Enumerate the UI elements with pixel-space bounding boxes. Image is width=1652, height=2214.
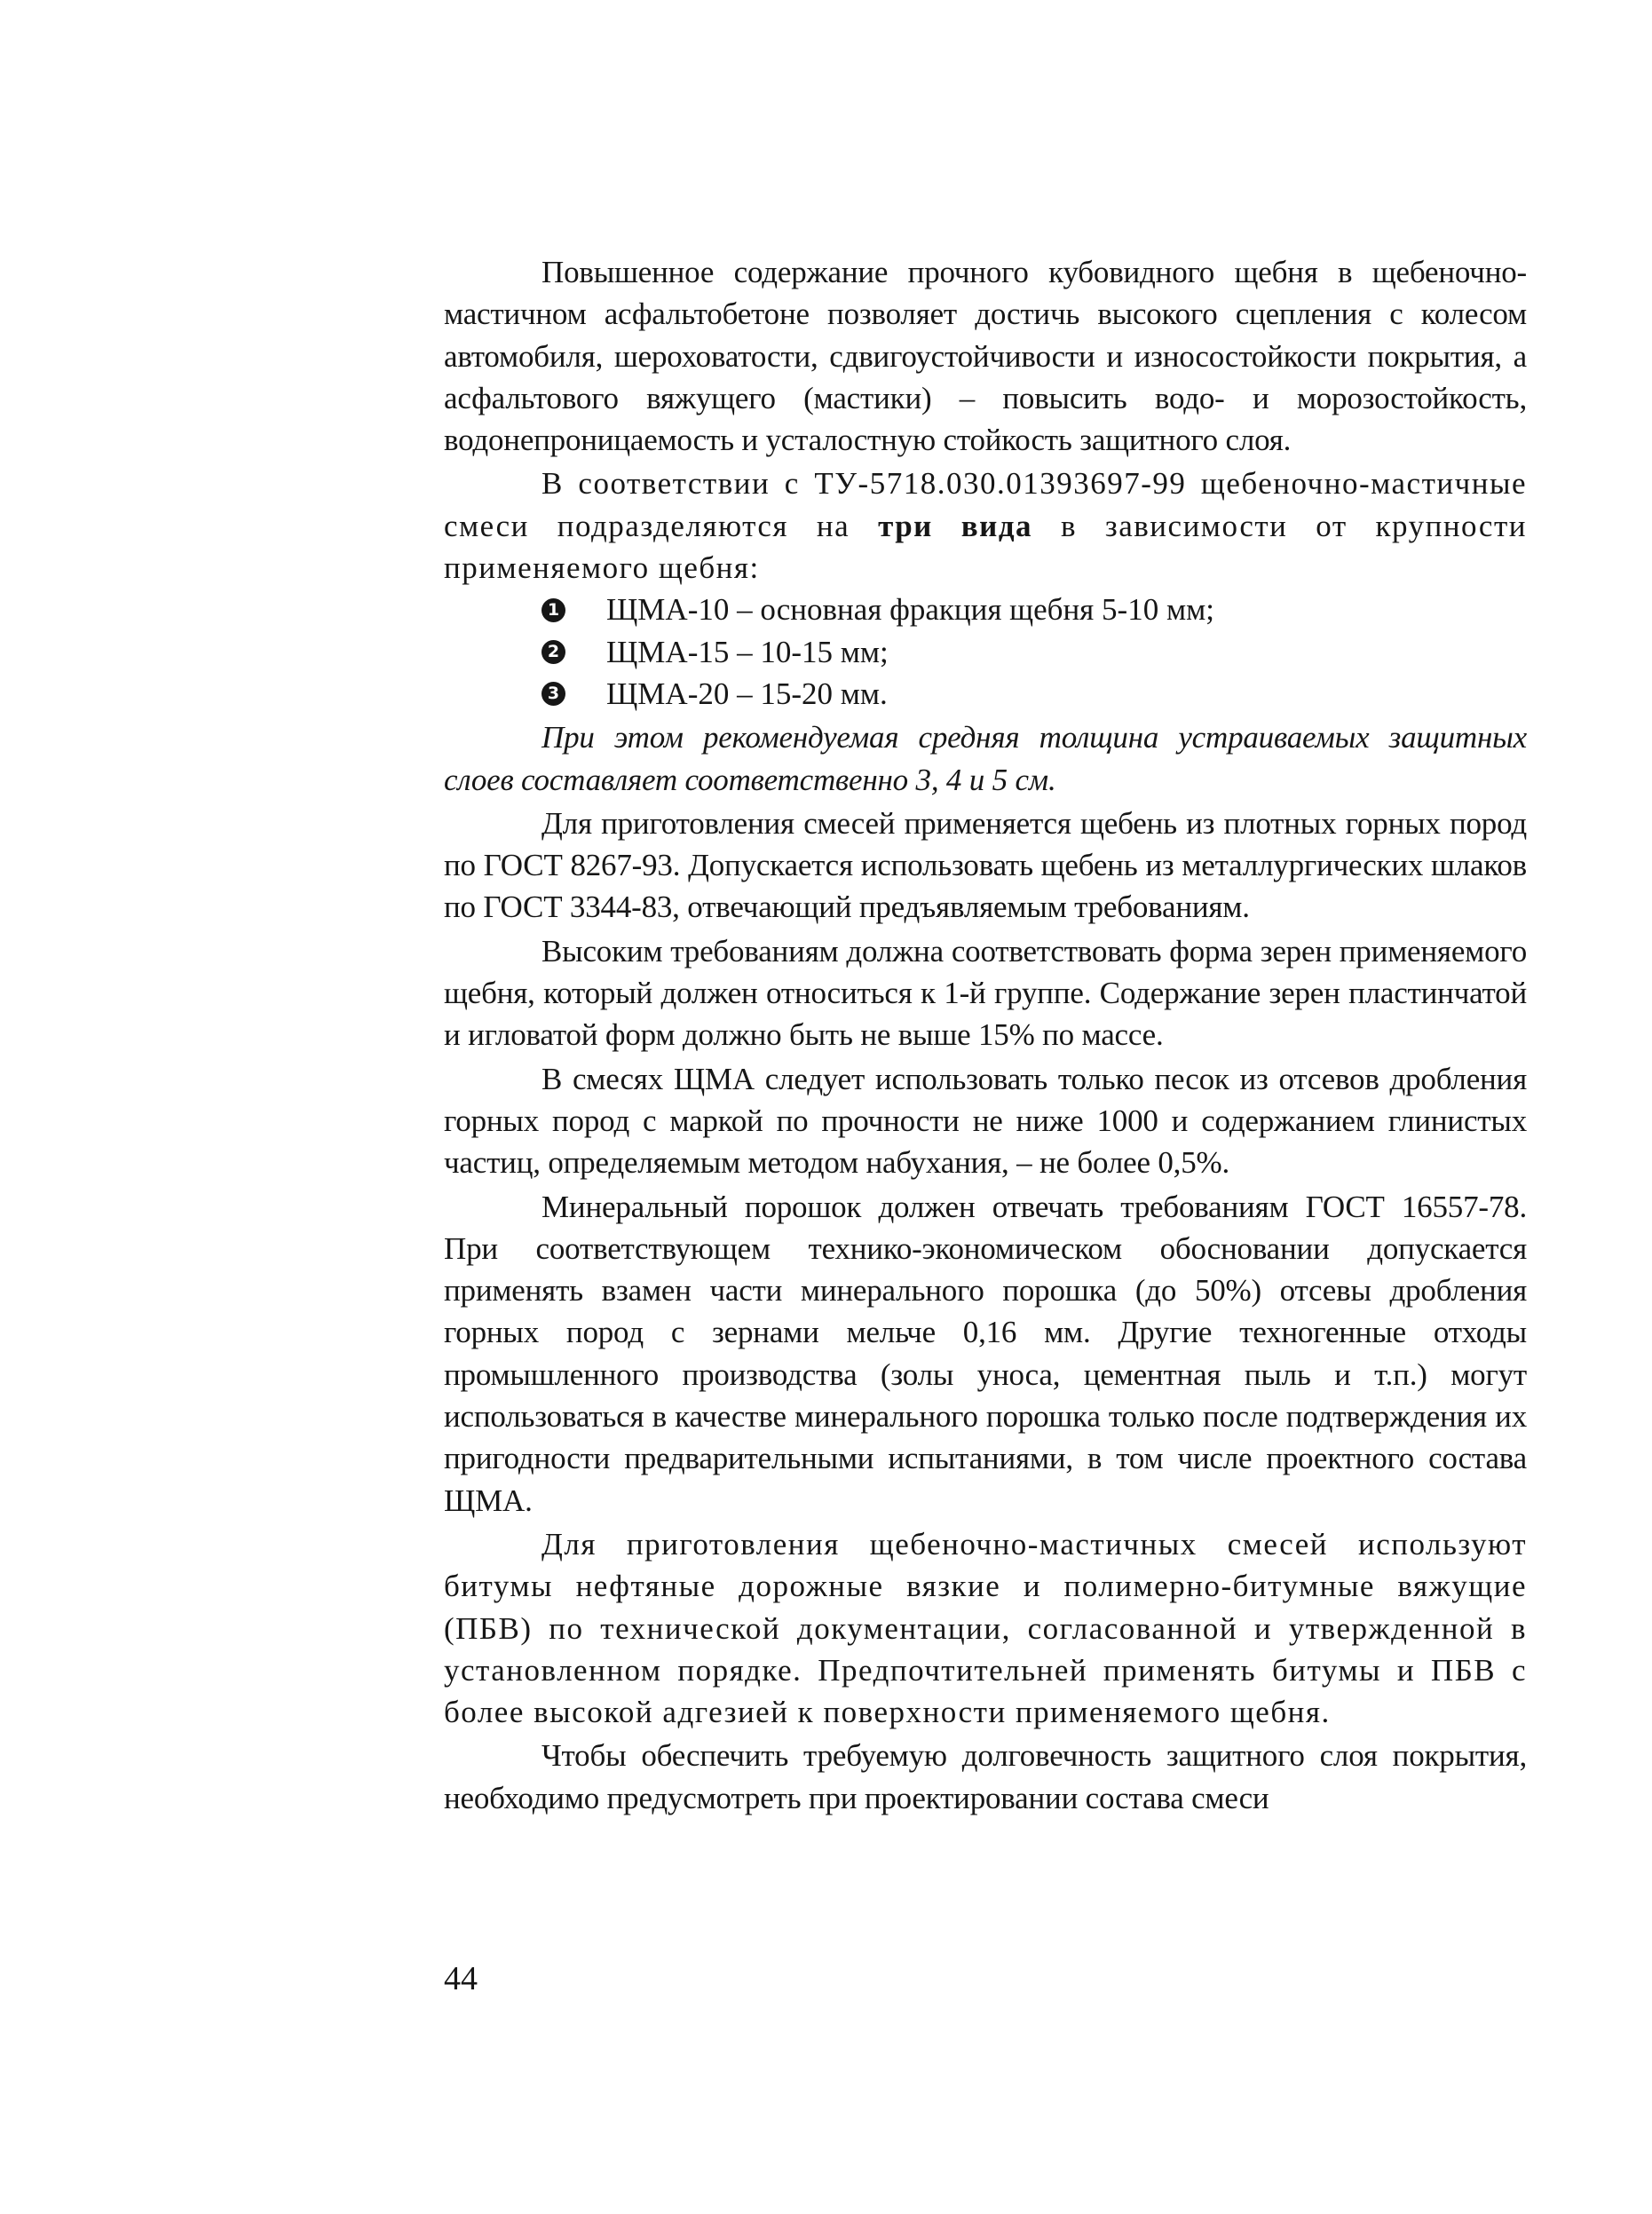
circled-number-3-icon: 3	[541, 682, 565, 706]
list-item	[444, 673, 1527, 715]
paragraph-mix-types	[444, 463, 1527, 589]
paragraph-durability: Чтобы обеспечить требуемую долговечность защитного слоя покрытия, необходимо предусмотреть при проектировании состава смеси	[444, 1738, 1527, 1815]
paragraph-grain-shape: Высоким требованиям должна соответствовать форма зерен применяемого щебня, который должен относиться к 1-й группе. Содержание зерен пластинчатой и игловатой форм должно быть не выше 15% по массе.	[444, 933, 1527, 1053]
circled-number-2-icon: 2	[541, 640, 565, 664]
list-item-text: ЩМА-15 – 10-15 мм;	[606, 634, 889, 669]
list-item	[444, 631, 1527, 673]
paragraph-sand: В смесях ЩМА следует использовать только песок из отсевов дробления горных пород с маркой по прочности не ниже 1000 и содержанием глинистых частиц, определяемым методом набухания, – не более 0,5%.	[444, 1061, 1527, 1181]
mix-types-text-after: в зависимости от крупности применяемого щебня:	[444, 508, 1527, 586]
page-number: 44	[444, 1960, 478, 1997]
paragraph-crushed-stone: Для приготовления смесей применяется щебень из плотных горных пород по ГОСТ 8267-93. Допускается использовать щебень из металлургических шлаков по ГОСТ 3344-83, отвечающий предъявляемым требованиям.	[444, 805, 1527, 925]
page-body	[444, 251, 1527, 1819]
mix-types-bold-term: три вида	[878, 508, 1033, 543]
mix-types-list	[444, 589, 1527, 715]
paragraph-layer-thickness: При этом рекомендуемая средняя толщина устраиваемых защитных слоев составляет соответственно 3, 4 и 5 см.	[444, 720, 1527, 797]
list-item-text: ЩМА-10 – основная фракция щебня 5-10 мм;	[606, 592, 1214, 628]
list-item	[444, 589, 1527, 630]
paragraph-mineral-powder: Минеральный порошок должен отвечать требованиям ГОСТ 16557-78. При соответствующем технико-экономическом обосновании допускается применять взамен части минерального порошка (до 50%) отсевы дробления горных пород с зернами мельче 0,16 мм. Другие техногенные отходы промышленного производства (золы уноса, цементная пыль и т.п.) могут использоваться в качестве минерального порошка только после подтверждения их пригодности предварительными испытаниями, в том числе проектного состава ЩМА.	[444, 1189, 1527, 1518]
paragraph-bitumen: Для приготовления щебеночно-мастичных смесей используют битумы нефтяные дорожные вязкие и полимерно-битумные вяжущие (ПБВ) по технической документации, согласованной и утвержденной в установленном порядке. Предпочтительней применять битумы и ПБВ с более высокой адгезией к поверхности применяемого щебня.	[444, 1526, 1527, 1730]
list-item-text: ЩМА-20 – 15-20 мм.	[606, 676, 888, 711]
circled-number-1-icon: 1	[541, 598, 565, 622]
mix-types-text-before: В соответствии с ТУ-5718.030.01393697-99 щебеночно-мастичные смеси подразделяются на	[444, 466, 1527, 543]
paragraph-shma-properties: Повышенное содержание прочного кубовидного щебня в щебеночно-мастичном асфальтобетоне позволяет достичь высокого сцепления с колесом автомобиля, шероховатости, сдвигоустойчивости и износостойкости покрытия, а асфальтового вяжущего (мастики) – повысить водо- и морозостойкость, водонепроницаемость и усталостную стойкость защитного слоя.	[444, 255, 1527, 458]
